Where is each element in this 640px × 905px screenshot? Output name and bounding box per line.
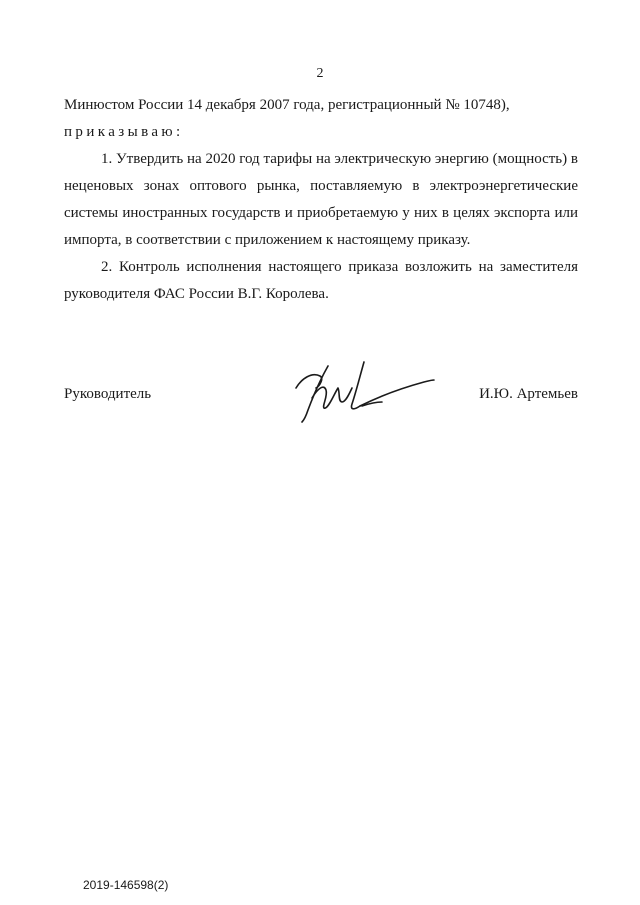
intro-line: Минюстом России 14 декабря 2007 года, регистрационный № 10748), [64, 97, 510, 113]
item-2-line: руководителя ФАС России В.Г. Королева. [64, 286, 329, 302]
item-1-line: 1. Утвердить на 2020 год тарифы на электрическую энергию (мощность) в [101, 151, 578, 167]
item-1-line: неценовых зонах оптового рынка, поставляемую в электроэнергетические [64, 178, 578, 194]
item-1-line: системы иностранных государств и приобретаемую у них в целях экспорта или [64, 205, 578, 221]
handwritten-signature-icon [290, 358, 440, 424]
document-id: 2019-146598(2) [83, 878, 169, 892]
order-item-1 [64, 146, 578, 254]
intro-block [64, 92, 578, 146]
signatory-name: И.Ю. Артемьев [479, 386, 578, 402]
item-2-line: 2. Контроль исполнения настоящего приказа возложить на заместителя [101, 259, 578, 275]
item-1-line: импорта, в соответствии с приложением к настоящему приказу. [64, 232, 471, 248]
page-number: 2 [316, 66, 324, 81]
order-item-2 [64, 254, 578, 308]
signature-block [64, 380, 578, 440]
signatory-title: Руководитель [64, 386, 152, 402]
order-word: приказываю: [64, 124, 184, 140]
